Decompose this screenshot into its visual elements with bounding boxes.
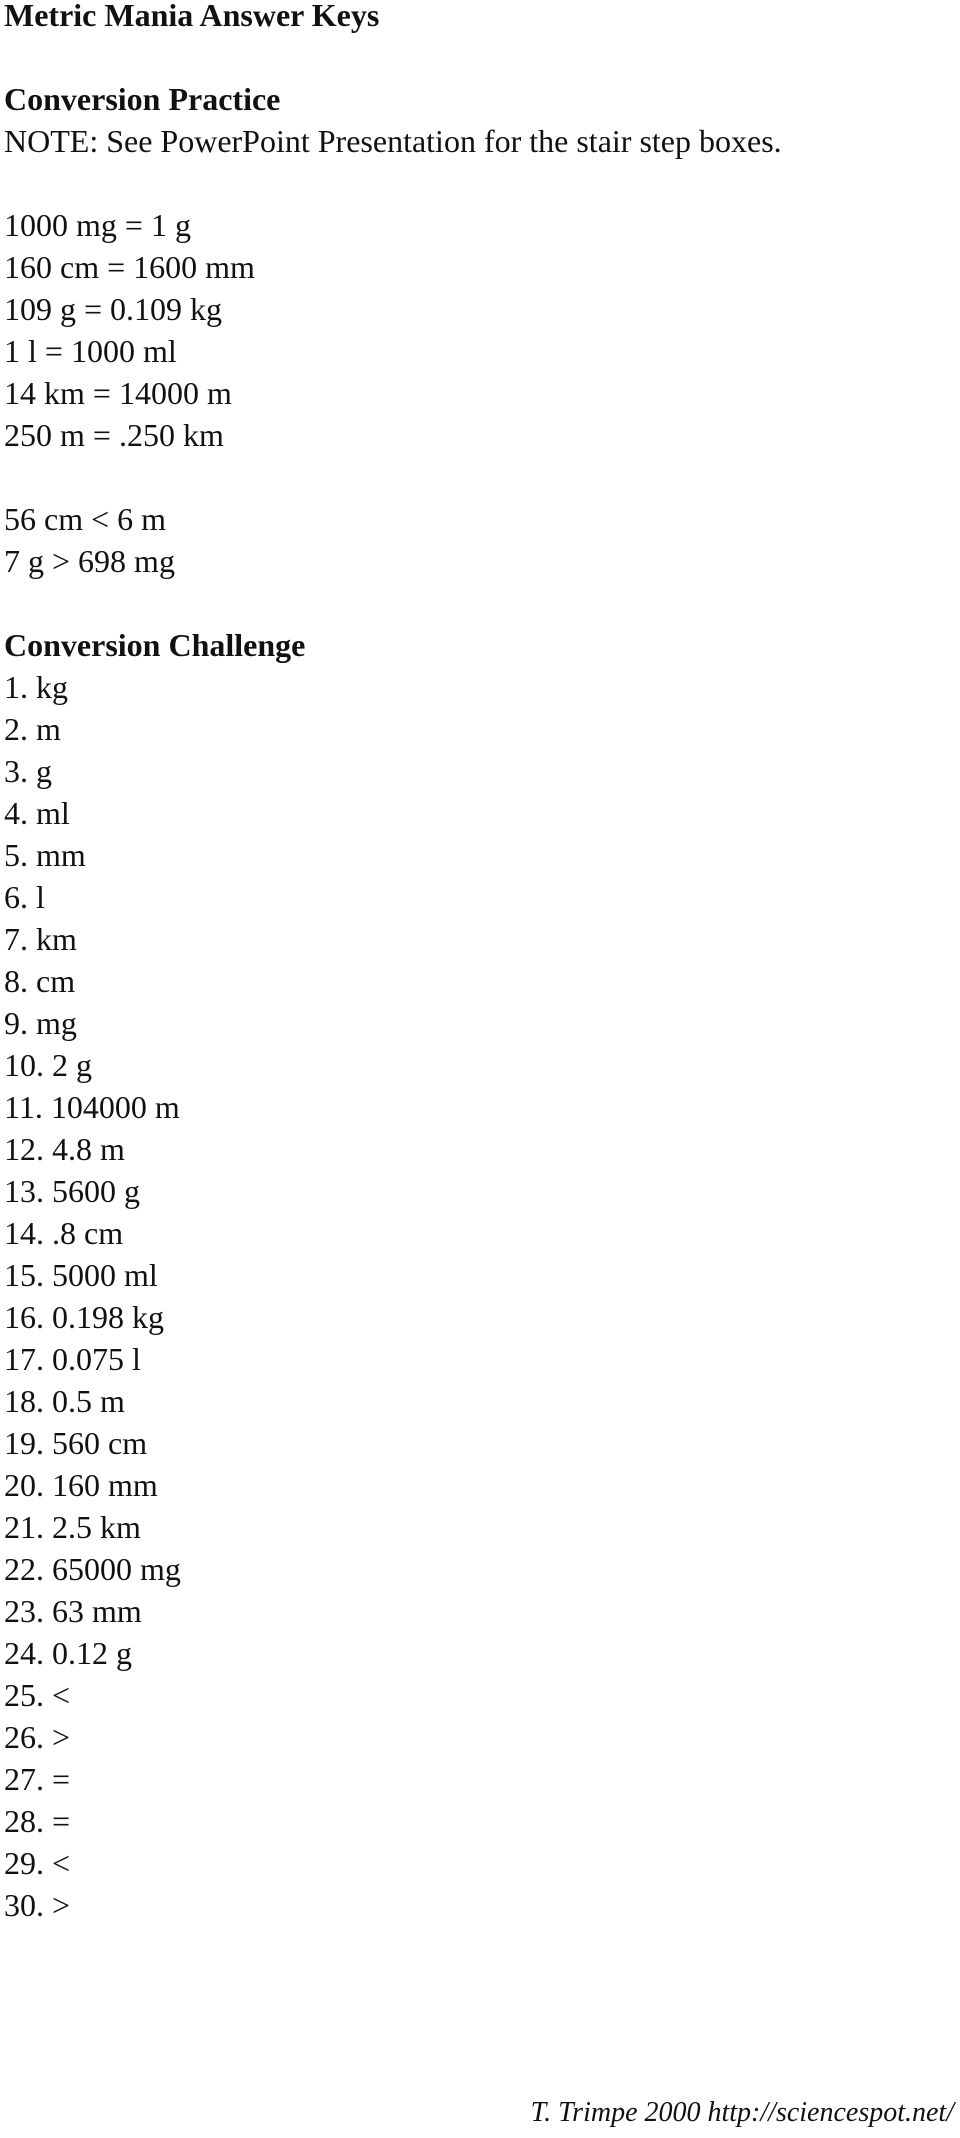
- conversion-item: 250 m = .250 km: [4, 417, 224, 453]
- answer-item: 6. l: [4, 879, 45, 915]
- answer-item: 2. m: [4, 711, 61, 747]
- answer-item: 25. <: [4, 1677, 71, 1713]
- spacer: [4, 456, 954, 498]
- answer-item: 1. kg: [4, 669, 68, 705]
- comparison-item: 7 g > 698 mg: [4, 543, 175, 579]
- conversion-item: 1000 mg = 1 g: [4, 207, 191, 243]
- spacer: [4, 582, 954, 624]
- conversion-challenge-heading: Conversion Challenge: [4, 627, 306, 663]
- powerpoint-note: NOTE: See PowerPoint Presentation for the stair step boxes.: [4, 123, 782, 159]
- footer-credit: T. Trimpe 2000 http://sciencespot.net/: [530, 2097, 954, 2128]
- answer-item: 21. 2.5 km: [4, 1509, 141, 1545]
- answer-item: 22. 65000 mg: [4, 1551, 181, 1587]
- answer-item: 11. 104000 m: [4, 1089, 180, 1125]
- conversion-practice-heading: Conversion Practice: [4, 81, 281, 117]
- conversion-item: 14 km = 14000 m: [4, 375, 232, 411]
- answer-item: 14. .8 cm: [4, 1215, 124, 1251]
- answer-item: 8. cm: [4, 963, 76, 999]
- answer-item: 3. g: [4, 753, 52, 789]
- answer-item: 16. 0.198 kg: [4, 1299, 164, 1335]
- challenge-answer-list: [4, 666, 954, 1926]
- answer-item: 20. 160 mm: [4, 1467, 158, 1503]
- conversion-item: 160 cm = 1600 mm: [4, 249, 255, 285]
- answer-item: 18. 0.5 m: [4, 1383, 125, 1419]
- comparison-list: [4, 498, 954, 582]
- answer-item: 30. >: [4, 1887, 71, 1923]
- answer-item: 19. 560 cm: [4, 1425, 148, 1461]
- answer-item: 29. <: [4, 1845, 71, 1881]
- answer-item: 15. 5000 ml: [4, 1257, 158, 1293]
- answer-item: 5. mm: [4, 837, 86, 873]
- answer-item: 13. 5600 g: [4, 1173, 140, 1209]
- spacer: [4, 162, 954, 204]
- answer-key-document: [4, 0, 954, 1926]
- answer-item: 27. =: [4, 1761, 71, 1797]
- comparison-item: 56 cm < 6 m: [4, 501, 167, 537]
- conversion-item: 1 l = 1000 ml: [4, 333, 177, 369]
- answer-item: 7. km: [4, 921, 77, 957]
- conversion-list: [4, 204, 954, 456]
- answer-item: 24. 0.12 g: [4, 1635, 132, 1671]
- spacer: [4, 36, 954, 78]
- answer-item: 23. 63 mm: [4, 1593, 142, 1629]
- answer-item: 28. =: [4, 1803, 71, 1839]
- answer-item: 9. mg: [4, 1005, 77, 1041]
- answer-item: 17. 0.075 l: [4, 1341, 141, 1377]
- answer-item: 10. 2 g: [4, 1047, 92, 1083]
- conversion-item: 109 g = 0.109 kg: [4, 291, 223, 327]
- answer-item: 4. ml: [4, 795, 70, 831]
- document-title: Metric Mania Answer Keys: [4, 0, 380, 33]
- answer-item: 12. 4.8 m: [4, 1131, 125, 1167]
- answer-item: 26. >: [4, 1719, 71, 1755]
